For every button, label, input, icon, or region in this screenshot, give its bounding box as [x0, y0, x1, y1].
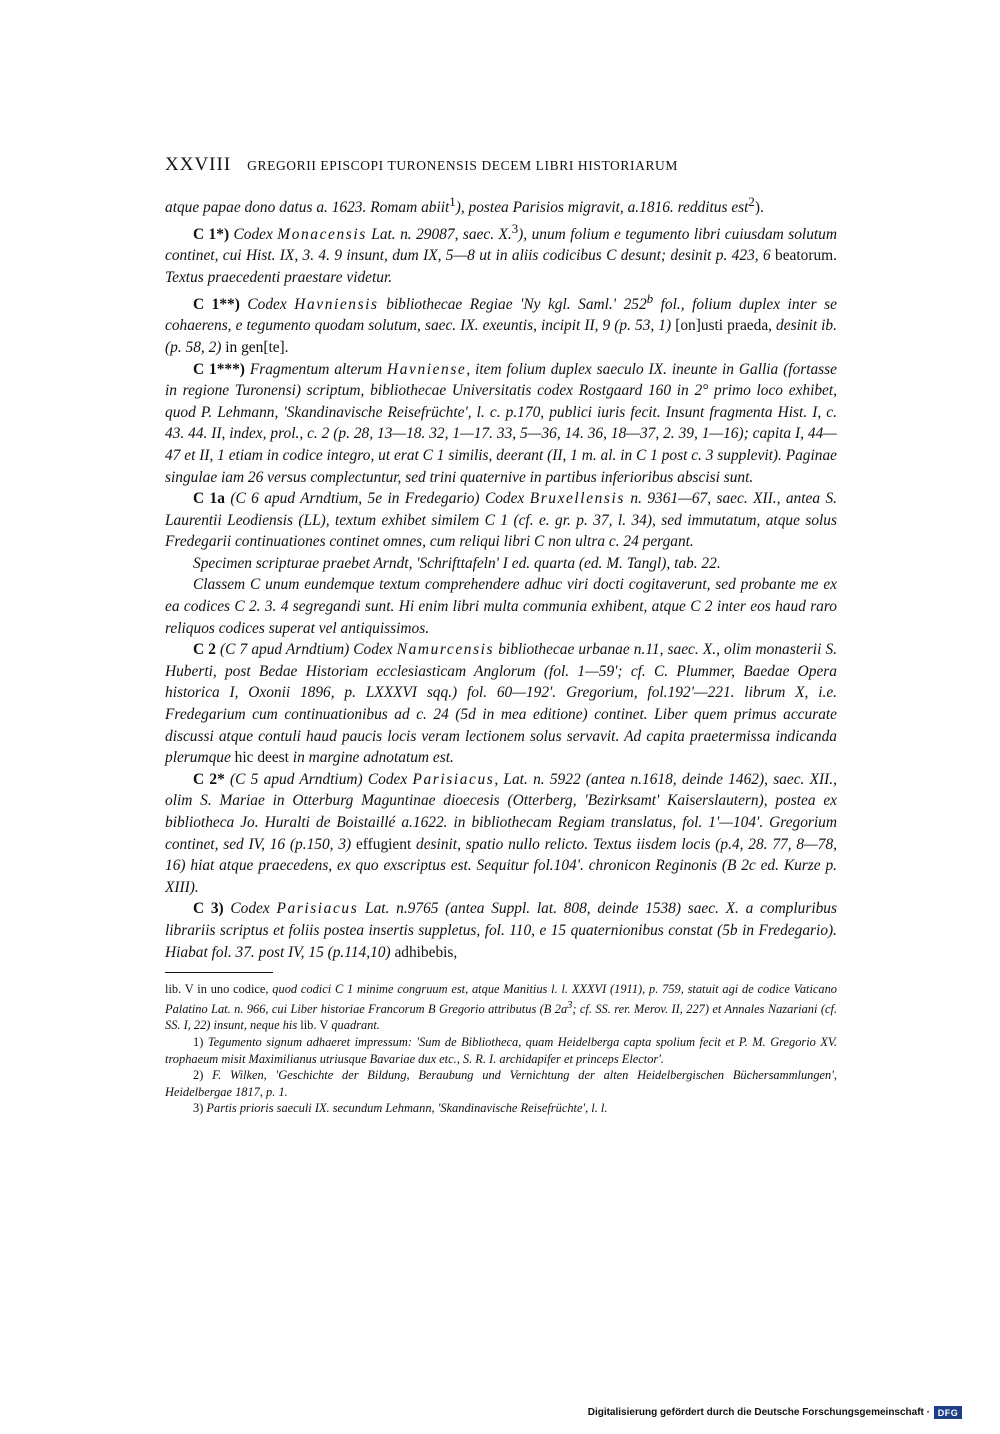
text-run: Classem C unum eundemque textum comprehendere adhuc viri docti cogitaverunt, sed probante me ex ea codices C 2. 3. 4 segregandi sunt. Hi enim libri multa communia exhibent, atque C 2 inter eos haud raro reliquos codices superat vel antiquissimos.	[165, 576, 837, 637]
codex-siglum: C 3)	[193, 900, 224, 918]
footnote-marker: 2	[748, 195, 755, 209]
footnote-marker: 1	[449, 195, 456, 209]
body-paragraph	[165, 488, 837, 553]
footnote-rule	[165, 972, 273, 973]
text-run: , item folium duplex saeculo IX. ineunte in Gallia (fortasse in regione Turonensi) scriptum, bibliothecae Universitatis codex Rostgaard 160 in 2° primo loco exhibet, quod P. Lehmann, 'Skandinavische Reisefrüchte', l. c. p.170, publici iuris fecit. Insunt fragmenta Hist. I, c. 43. 44. II, index, prol., c. 2 (p. 28, 13—18. 32, 1—17. 33, 5—36, 14. 36, 18—37, 2. 39, 1—16); capita I, 44—47 et II, 1 etiam in codice integro, ut erat C 1 similis, deerant (II, 1 m. al. in C 1 post c. 3 supplevit). Paginae singulae iam 26 versus complectuntur, sed trini quaternive in partibus inferioribus abscisi sunt.	[165, 360, 837, 486]
text-run: (C 5 apud Arndtium) Codex	[224, 770, 413, 788]
footnote-marker: b	[646, 291, 654, 306]
text-run: 1)	[193, 1035, 204, 1050]
running-title: GREGORII EPISCOPI TURONENSIS DECEM LIBRI HISTORIARUM	[247, 158, 679, 173]
text-run: n. 9361—67, saec. XII., antea S. Laurentii Leodiensis (LL), textum exhibet similem C 1 (cf. e. gr. p. 37, l. 34), sed immutatum, atque solus Fredegarii continuationes continet omnes, cum reliqui libri C non ultra c. 24 pergant.	[165, 490, 837, 551]
text-run: 3)	[193, 1101, 204, 1116]
footnote-paragraph	[165, 1034, 837, 1067]
text-run: ), postea Parisios migravit, a.1816. redditus est	[455, 199, 749, 217]
body-paragraph	[165, 219, 837, 289]
body-paragraph	[165, 289, 837, 359]
text-run: Codex	[229, 225, 278, 243]
text-run: (C 7 apud Arndtium) Codex	[215, 641, 397, 659]
codex-name: Havniensis	[294, 295, 379, 313]
text-run: [on]usti praeda,	[675, 317, 772, 335]
text-run: F. Wilken, 'Geschichte der Bildung, Beraubung und Vernichtung der alten Heidelbergischen Büchersammlungen', Heidelbergae 1817, p. 1.	[165, 1068, 837, 1099]
codex-siglum: C 1*)	[193, 225, 230, 243]
text-run: ; cf. SS. rer. Merov. II, 227) et Annales Nazariani (cf. SS. I, 22) insunt, neque his	[165, 1001, 837, 1033]
text-run: Codex	[223, 900, 277, 918]
text-run: desinit ib. (p. 58, 2)	[165, 317, 837, 356]
text-run: bibliothecae Regiae 'Ny kgl. Saml.' 252	[378, 295, 647, 313]
codex-name: Havniense	[387, 360, 467, 378]
text-run: in margine adnotatum est.	[288, 749, 454, 767]
text-run: beatorum.	[775, 247, 837, 265]
text-run: fol., folium duplex inter se cohaerens, e tegumento quodam solutum, saec. IX. exeuntis, incipit II, 9 (p. 53, 1)	[165, 295, 837, 335]
funding-credit: Digitalisierung gefördert durch die Deutsche Forschungsgemeinschaft ·	[587, 1407, 930, 1418]
text-run: lib. V	[300, 1018, 329, 1033]
main-text	[165, 192, 837, 963]
codex-name: Parisiacus	[276, 900, 359, 918]
book-page	[165, 154, 837, 1117]
text-run: bibliothecae urbanae n.11, saec. X., olim monasterii S. Huberti, post Bedae Historiam ecclesiasticam Anglorum (fol. 1—59'; cf. C. Plummer, Baedae Opera historica I, Oxonii 1896, p. LXXXVI sqq.) fol. 60—192'. Gregorium, fol.192'—221. librum X, i.e. Fredegarium cum continuationibus ad c. 24 (5d in mea editione) continet. Liber quem primus accurate discussi atque contuli haud paucis locis veram lectionem solus servavit. Ad capita praetermissa indicanda plerumque	[165, 641, 837, 767]
text-run: Lat. n. 29087, saec. X.	[366, 225, 512, 243]
text-run: (C 6 apud Arndtium, 5e in Fredegario) Codex	[224, 490, 530, 508]
body-paragraph	[165, 192, 837, 219]
text-run: Partis prioris saeculi IX. secundum Lehmann, 'Skandinavische Reisefrüchte', l. l.	[203, 1101, 608, 1116]
text-run: Codex	[239, 295, 295, 313]
codex-name: Namurcensis	[396, 641, 495, 659]
codex-siglum: C 1a	[193, 490, 225, 508]
page-number: XXVIII	[165, 154, 232, 175]
text-run: adhibebis,	[394, 943, 458, 961]
codex-siglum: C 2*	[193, 770, 225, 788]
dfg-logo-icon: DFG	[934, 1406, 962, 1419]
footnote-marker: 3	[567, 999, 573, 1011]
footnotes	[165, 981, 837, 1117]
body-paragraph	[165, 898, 837, 963]
codex-name: Bruxellensis	[529, 490, 625, 508]
text-run: 2)	[193, 1068, 204, 1083]
text-run: ), unum folium e tegumento libri cuiusdam solutum continet, cui Hist. IX, 3. 4. 9 insunt, dum IX, 5—8 ut in aliis codicibus C desunt; desinit p. 423, 6	[165, 225, 837, 265]
body-paragraph	[165, 639, 837, 769]
footnote-paragraph	[165, 1067, 837, 1100]
text-run: , Lat. n. 5922 (antea n.1618, deinde 1462), saec. XII., olim S. Mariae in Otterburg Maguntinae dioecesis (Otterberg, 'Bezirksamt' Kaiserslautern), postea ex bibliotheca Jo. Huralti de Boistaillé a.1622. in bibliothecam Regiam translatus, fol. 1'—104'. Gregorium continet, sed IV, 16 (p.150, 3)	[165, 770, 837, 853]
footnote-marker: 3	[511, 221, 519, 236]
codex-siglum: C 1***)	[193, 360, 245, 378]
text-run: Textus praecedenti praestare videtur.	[165, 269, 393, 287]
text-run: effugient	[355, 835, 412, 853]
text-run: lib. V in uno codice,	[165, 982, 269, 997]
text-run: quod codici C 1 minime congruum est, atque Manitius l. l. XXXVI (1911), p. 759, statuit agi de codice Vaticano Palatino Lat. n. 966, cui Liber historiae Francorum B Gregorio attributus (B 2a	[165, 982, 837, 1016]
body-paragraph	[165, 574, 837, 639]
body-paragraph	[165, 553, 837, 575]
page-header	[165, 154, 837, 176]
text-run: Fragmentum alterum	[244, 360, 387, 378]
text-run: ).	[754, 199, 764, 217]
codex-name: Monacensis	[277, 225, 367, 243]
text-run: quadrant.	[328, 1018, 380, 1033]
text-run: in gen[te].	[225, 338, 289, 356]
footnote-paragraph	[165, 1100, 837, 1117]
codex-siglum: C 2	[193, 641, 216, 659]
text-run: hic deest	[234, 749, 289, 767]
text-run: desinit, spatio nullo relicto. Textus iisdem locis (p.4, 28. 77, 8—78, 16) hiat atque praecedens, ex quo exscriptus est. Sequitur fol.104'. chronicon Reginonis (B 2c ed. Kurze p. XIII).	[165, 835, 837, 896]
digitization-footer	[588, 1406, 962, 1419]
text-run: Tegumento signum adhaeret impressum: 'Sum de Bibliotheca, quam Heidelberga capta spolium fecit et P. M. Gregorio XV. trophaeum misit Maximilianus utriusque Bavariae dux etc., S. R. I. archidapifer et princeps Elector'.	[165, 1035, 837, 1066]
codex-name: Parisiacus	[412, 770, 495, 788]
text-run: atque papae dono datus a. 1623. Romam abiit	[165, 199, 450, 217]
text-run: Specimen scripturae praebet Arndt, 'Schrifttafeln' I ed. quarta (ed. M. Tangl), tab. 22.	[193, 554, 721, 572]
text-run: Lat. n.9765 (antea Suppl. lat. 808, deinde 1538) saec. X. a compluribus librariis scriptus et foliis postea insertis suppletus, fol. 110, e 15 quaternionibus constat (5b in Fredegario). Hiabat fol. 37. post IV, 15 (p.114,10)	[165, 900, 837, 961]
body-paragraph	[165, 359, 837, 489]
codex-siglum: C 1**)	[193, 295, 240, 313]
footnote-paragraph	[165, 981, 837, 1034]
body-paragraph	[165, 769, 837, 899]
